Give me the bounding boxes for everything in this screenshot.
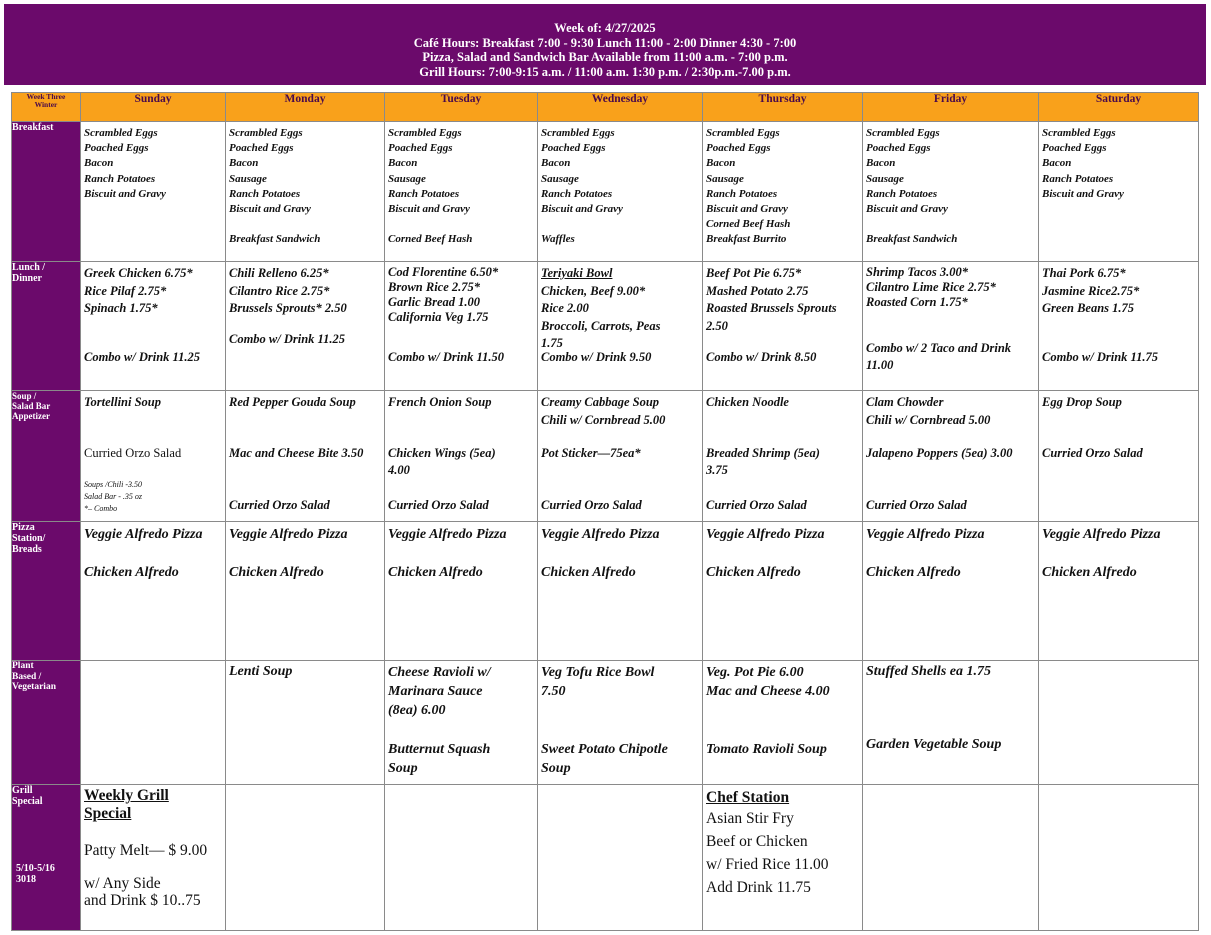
grill-dates: 3018 <box>16 874 36 885</box>
grill-sunday <box>81 785 226 931</box>
soup-monday <box>226 391 385 522</box>
breakfast-sunday <box>81 122 226 262</box>
menu-item: Bacon <box>1042 157 1072 170</box>
menu-item: 1.75 <box>541 336 563 350</box>
menu-item: Biscuit and Gravy <box>1042 187 1124 200</box>
menu-item: Garlic Bread 1.00 <box>388 295 481 309</box>
menu-item: Scrambled Eggs <box>866 127 940 139</box>
lunch-monday <box>226 262 385 391</box>
lunch-friday <box>863 262 1039 391</box>
menu-item: 2.50 <box>706 318 728 333</box>
plant-tuesday <box>385 661 538 785</box>
plant-sunday <box>81 661 226 785</box>
salad-item: Curried Orzo Salad <box>866 498 967 512</box>
menu-item: Biscuit and Gravy <box>541 203 623 216</box>
row-label-text: Grill <box>12 785 33 796</box>
lunch-saturday <box>1039 262 1199 391</box>
plant-soup: Sweet Potato Chipotle <box>541 742 668 757</box>
menu-item: Ranch Potatoes <box>229 187 301 200</box>
menu-item: Bacon <box>866 157 896 170</box>
salad-item: Curried Orzo Salad <box>541 498 642 512</box>
soup-item: Chili w/ Cornbread 5.00 <box>541 412 666 427</box>
menu-item: Bacon <box>541 157 571 170</box>
plant-soup: Garden Vegetable Soup <box>866 737 1002 752</box>
menu-item: Breakfast Sandwich <box>229 233 321 246</box>
row-label-text: Based / <box>12 671 42 682</box>
spacer <box>538 217 702 232</box>
menu-item: Beef Pot Pie 6.75* <box>706 266 802 280</box>
row-label-text: Station/ <box>12 533 46 544</box>
spacer <box>385 217 537 232</box>
pizza-row <box>12 522 1199 661</box>
menu-item: Roasted Brussels Sprouts <box>706 301 837 315</box>
menu-item: Brown Rice 2.75* <box>388 280 481 294</box>
menu-item: Poached Eggs <box>388 142 453 155</box>
menu-item: Scrambled Eggs <box>1042 127 1116 139</box>
row-label-text: Salad Bar <box>12 401 51 411</box>
day-friday: Friday <box>863 93 1039 122</box>
day-saturday: Saturday <box>1039 93 1199 122</box>
combo-price: Combo w/ Drink 11.50 <box>388 350 504 364</box>
day-tuesday: Tuesday <box>385 93 538 122</box>
appetizer-item: Chicken Wings (5ea) <box>388 446 496 460</box>
menu-item: Ranch Potatoes <box>84 172 156 185</box>
menu-item: Chili Relleno 6.25* <box>229 266 329 280</box>
row-label-text: Breads <box>12 544 42 555</box>
appetizer-item: Breaded Shrimp (5ea) <box>706 446 820 460</box>
pizza-item: Veggie Alfredo Pizza <box>388 527 507 542</box>
pizza-friday <box>863 522 1039 661</box>
week-label <box>12 93 81 122</box>
menu-item: Cod Florentine 6.50* <box>388 265 499 279</box>
grill-monday <box>226 785 385 931</box>
menu-item: Scrambled Eggs <box>706 127 780 139</box>
cafe-hours: Café Hours: Breakfast 7:00 - 9:30 Lunch 11:00 - 2:00 Dinner 4:30 - 7:00 <box>413 35 797 50</box>
breakfast-friday <box>863 122 1039 262</box>
chef-station-title: Chef Station <box>706 789 790 806</box>
menu-item: Roasted Corn 1.75* <box>866 295 968 309</box>
chef-station-item: Beef or Chicken <box>706 833 808 850</box>
pizza-item: Veggie Alfredo Pizza <box>1042 527 1161 542</box>
grill-wednesday <box>538 785 703 931</box>
menu-item: Poached Eggs <box>706 142 771 155</box>
row-label-text: Vegetarian <box>12 682 56 692</box>
pizza-item: Chicken Alfredo <box>84 565 179 580</box>
plant-soup: Butternut Squash <box>388 742 491 757</box>
pizza-wednesday <box>538 522 703 661</box>
soup-friday <box>863 391 1039 522</box>
menu-item: Biscuit and Gravy <box>84 187 166 200</box>
menu-item: Rice Pilaf 2.75* <box>84 283 167 298</box>
plant-item: Cheese Ravioli w/ <box>388 665 491 680</box>
menu-item: Ranch Potatoes <box>1042 172 1114 185</box>
appetizer-item: 4.00 <box>388 463 410 477</box>
grill-hours: Grill Hours: 7:00-9:15 a.m. / 11:00 a.m. 1:30 p.m. / 2:30p.m.-7.00 p.m. <box>419 64 791 79</box>
plant-item: Veg. Pot Pie 6.00 <box>706 665 804 680</box>
menu-item: Ranch Potatoes <box>388 187 460 200</box>
menu-item: Mashed Potato 2.75 <box>706 283 809 298</box>
weekly-grill-title: Weekly Grill <box>84 787 169 804</box>
grill-saturday <box>1039 785 1199 931</box>
menu-item: Poached Eggs <box>866 142 931 155</box>
menu-item: Bacon <box>84 157 114 170</box>
soup-sunday <box>81 391 226 522</box>
plant-soup: Tomato Ravioli Soup <box>706 742 827 757</box>
menu-item: Poached Eggs <box>229 142 294 155</box>
row-label-pizza <box>12 522 81 661</box>
soup-item: French Onion Soup <box>388 395 492 409</box>
row-label-breakfast <box>12 122 81 262</box>
menu-item: California Veg 1.75 <box>388 310 489 324</box>
plant-wednesday <box>538 661 703 785</box>
soup-item: Egg Drop Soup <box>1042 395 1122 409</box>
plant-thursday <box>703 661 863 785</box>
grill-dates: 5/10-5/16 <box>16 863 55 874</box>
day-thursday: Thursday <box>703 93 863 122</box>
menu-item: Poached Eggs <box>84 142 149 155</box>
soup-item: Red Pepper Gouda Soup <box>229 395 356 409</box>
menu-item: Scrambled Eggs <box>388 127 462 139</box>
row-label-text: Lunch / <box>12 262 46 273</box>
combo-price: Combo w/ Drink 11.75 <box>1042 350 1158 364</box>
grill-tuesday <box>385 785 538 931</box>
row-label-lunch <box>12 262 81 391</box>
combo-price: Combo w/ Drink 11.25 <box>229 332 345 346</box>
pizza-tuesday <box>385 522 538 661</box>
menu-item: Sausage <box>866 172 904 185</box>
row-label-plant <box>12 661 81 785</box>
pizza-item: Chicken Alfredo <box>388 565 483 580</box>
menu-item: Corned Beef Hash <box>706 218 791 231</box>
plant-saturday <box>1039 661 1199 785</box>
menu-item: Ranch Potatoes <box>866 187 938 200</box>
pizza-sunday <box>81 522 226 661</box>
teriyaki-bowl-title: Teriyaki Bowl <box>541 266 613 280</box>
menu-item: Biscuit and Gravy <box>706 203 788 216</box>
menu-item: Waffles <box>541 233 575 246</box>
plant-row <box>12 661 1199 785</box>
pizza-item: Veggie Alfredo Pizza <box>84 527 203 542</box>
price-note: Salad Bar - .35 oz <box>84 492 142 501</box>
menu-item: Scrambled Eggs <box>84 127 158 139</box>
menu-item: Sausage <box>388 172 426 185</box>
grill-thursday <box>703 785 863 931</box>
soup-item: Creamy Cabbage Soup <box>541 395 660 409</box>
breakfast-tuesday <box>385 122 538 262</box>
salad-item: Curried Orzo Salad <box>84 446 182 460</box>
menu-item: Rice 2.00 <box>541 301 589 315</box>
combo-price: Combo w/ Drink 11.25 <box>84 350 200 364</box>
soup-wednesday <box>538 391 703 522</box>
day-monday: Monday <box>226 93 385 122</box>
pizza-item: Veggie Alfredo Pizza <box>866 527 985 542</box>
combo-price: 11.00 <box>866 358 894 372</box>
menu-item: Poached Eggs <box>541 142 606 155</box>
breakfast-thursday <box>703 122 863 262</box>
menu-item: Breakfast Burrito <box>706 233 787 246</box>
menu-item: Spinach 1.75* <box>84 301 158 315</box>
soup-item: Clam Chowder <box>866 395 944 409</box>
appetizer-item: 3.75 <box>706 463 728 477</box>
grill-row <box>12 785 1199 931</box>
lunch-sunday <box>81 262 226 391</box>
pizza-thursday <box>703 522 863 661</box>
plant-item: Mac and Cheese 4.00 <box>706 684 830 699</box>
soup-saturday <box>1039 391 1199 522</box>
week-label-line1: Week Three <box>26 92 66 101</box>
menu-item: Scrambled Eggs <box>229 127 303 139</box>
lunch-thursday <box>703 262 863 391</box>
header-banner <box>4 4 1206 85</box>
menu-item: Thai Pork 6.75* <box>1042 266 1126 280</box>
soup-item: Chicken Noodle <box>706 395 789 409</box>
menu-item: Ranch Potatoes <box>706 187 778 200</box>
menu-item: Scrambled Eggs <box>541 127 615 139</box>
weekly-menu-table <box>11 92 1199 931</box>
week-of: Week of: 4/27/2025 <box>554 21 656 35</box>
weekly-grill-title: Special <box>84 805 132 822</box>
combo-price: Combo w/ Drink 9.50 <box>541 350 652 364</box>
breakfast-wednesday <box>538 122 703 262</box>
plant-item: (8ea) 6.00 <box>388 703 446 718</box>
bar-hours: Pizza, Salad and Sandwich Bar Available from 11:00 a.m. - 7:00 p.m. <box>422 50 788 64</box>
week-label-line2: Winter <box>34 100 58 109</box>
breakfast-monday <box>226 122 385 262</box>
menu-item: Cilantro Lime Rice 2.75* <box>866 280 996 294</box>
menu-item: Shrimp Tacos 3.00* <box>866 265 968 279</box>
row-label-soup <box>12 391 81 522</box>
salad-item: Curried Orzo Salad <box>388 498 489 512</box>
menu-item: Bacon <box>706 157 736 170</box>
menu-item: Biscuit and Gravy <box>388 203 470 216</box>
breakfast-row <box>12 122 1199 262</box>
plant-item: Lenti Soup <box>229 664 293 679</box>
menu-item: Sausage <box>706 172 744 185</box>
pizza-saturday <box>1039 522 1199 661</box>
row-label-text: Soup / <box>12 391 37 401</box>
soup-tuesday <box>385 391 538 522</box>
salad-item: Curried Orzo Salad <box>706 498 807 512</box>
menu-item <box>226 217 384 232</box>
row-label-text: Special <box>12 796 43 807</box>
breakfast-saturday <box>1039 122 1199 262</box>
soup-item: Chili w/ Cornbread 5.00 <box>866 412 991 427</box>
appetizer-item: Jalapeno Poppers (5ea) 3.00 <box>866 446 1013 460</box>
appetizer-item: Mac and Cheese Bite 3.50 <box>229 446 364 460</box>
row-label-text: Pizza <box>12 522 35 533</box>
grill-item: w/ Any Side <box>84 875 161 892</box>
day-wednesday: Wednesday <box>538 93 703 122</box>
pizza-item: Veggie Alfredo Pizza <box>229 527 348 542</box>
salad-item: Curried Orzo Salad <box>229 498 330 512</box>
salad-item: Curried Orzo Salad <box>1042 446 1143 460</box>
menu-item: Sausage <box>229 172 267 185</box>
plant-soup: Soup <box>388 761 418 776</box>
grill-item: and Drink $ 10..75 <box>84 892 201 909</box>
chef-station-item: Asian Stir Fry <box>706 810 794 827</box>
menu-item: Ranch Potatoes <box>541 187 613 200</box>
pizza-item: Chicken Alfredo <box>1042 565 1137 580</box>
pizza-item: Veggie Alfredo Pizza <box>541 527 660 542</box>
price-note: Soups /Chili -3.50 <box>84 480 143 489</box>
soup-item: Tortellini Soup <box>84 395 161 409</box>
grill-friday <box>863 785 1039 931</box>
pizza-monday <box>226 522 385 661</box>
menu-item: Greek Chicken 6.75* <box>84 266 193 280</box>
menu-item: Bacon <box>229 157 259 170</box>
menu-item: Green Beans 1.75 <box>1042 301 1135 315</box>
appetizer-item: Pot Sticker—75ea* <box>541 446 641 460</box>
plant-item: Marinara Sauce <box>388 684 483 699</box>
pizza-item: Chicken Alfredo <box>541 565 636 580</box>
soup-thursday <box>703 391 863 522</box>
menu-item: Poached Eggs <box>1042 142 1107 155</box>
menu-item: Cilantro Rice 2.75* <box>229 283 330 298</box>
plant-monday <box>226 661 385 785</box>
spacer <box>863 217 1038 232</box>
plant-item: 7.50 <box>541 684 566 699</box>
day-sunday: Sunday <box>81 93 226 122</box>
menu-item: Broccoli, Carrots, Peas <box>541 318 661 333</box>
lunch-tuesday <box>385 262 538 391</box>
pizza-item: Chicken Alfredo <box>706 565 801 580</box>
row-label-text: Breakfast <box>12 122 54 133</box>
day-header-row <box>12 93 1199 122</box>
lunch-row <box>12 262 1199 391</box>
pizza-item: Veggie Alfredo Pizza <box>706 527 825 542</box>
plant-item: Stuffed Shells ea 1.75 <box>866 664 991 679</box>
menu-item: Jasmine Rice2.75* <box>1042 283 1140 298</box>
lunch-wednesday <box>538 262 703 391</box>
combo-price: Combo w/ Drink 8.50 <box>706 350 817 364</box>
plant-item: Veg Tofu Rice Bowl <box>541 665 655 680</box>
menu-item: Chicken, Beef 9.00* <box>541 283 646 298</box>
menu-item: Biscuit and Gravy <box>229 203 311 216</box>
price-note: *– Combo <box>84 504 118 513</box>
chef-station-item: Add Drink 11.75 <box>706 879 811 896</box>
plant-friday <box>863 661 1039 785</box>
soup-row <box>12 391 1199 522</box>
chef-station-item: w/ Fried Rice 11.00 <box>706 856 829 873</box>
row-label-text: Dinner <box>12 273 42 284</box>
pizza-item: Chicken Alfredo <box>229 565 324 580</box>
menu-item: Breakfast Sandwich <box>866 233 958 246</box>
row-label-grill <box>12 785 81 931</box>
combo-price: Combo w/ 2 Taco and Drink <box>866 341 1012 355</box>
plant-soup: Soup <box>541 761 571 776</box>
row-label-text: Appetizer <box>12 411 50 421</box>
pizza-item: Chicken Alfredo <box>866 565 961 580</box>
grill-item: Patty Melt— $ 9.00 <box>84 842 208 859</box>
menu-item: Bacon <box>388 157 418 170</box>
menu-item: Sausage <box>541 172 579 185</box>
menu-item: Brussels Sprouts* 2.50 <box>229 301 347 315</box>
row-label-text: Plant <box>12 661 34 671</box>
menu-item: Biscuit and Gravy <box>866 203 948 216</box>
menu-item: Corned Beef Hash <box>388 233 473 246</box>
